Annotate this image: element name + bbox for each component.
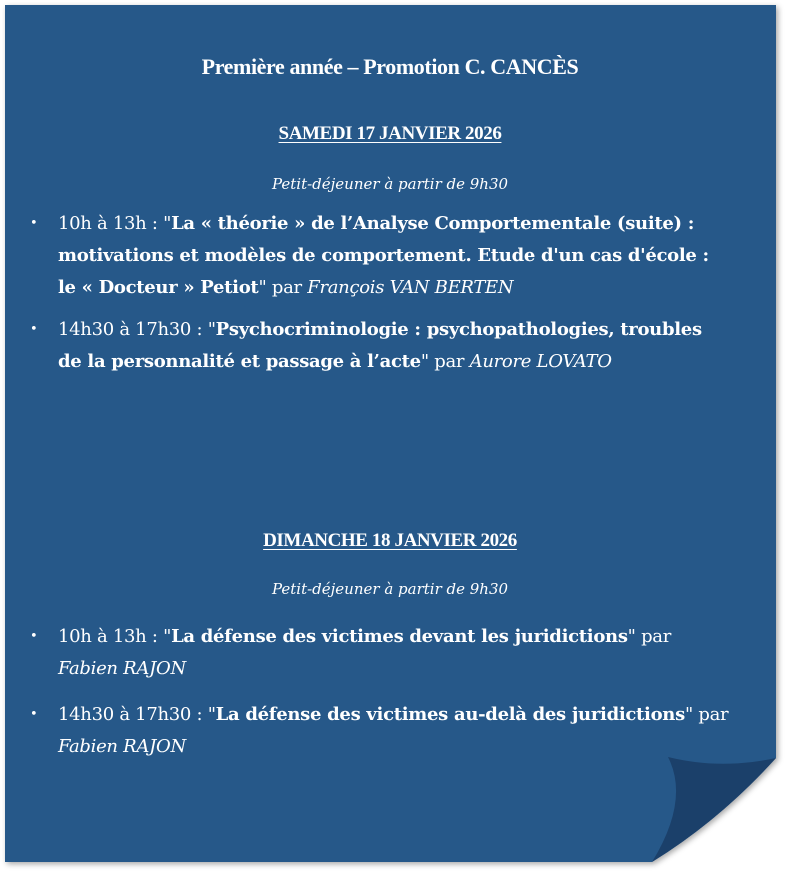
session-speaker: Aurore LOVATO bbox=[469, 351, 612, 372]
session-by: par bbox=[692, 704, 729, 725]
session-title: La « théorie » de l’Analyse Comportementale (suite) : motivations et modèles de comportement. Etude d'un cas d'école : le « Docteur » Petiot bbox=[58, 213, 709, 298]
session-title: Psychocriminologie : psychopathologies, troubles de la personnalité et passage à l’acte bbox=[58, 319, 702, 372]
session-time: 14h30 à 17h30 : bbox=[58, 704, 208, 725]
bullet-icon: • bbox=[30, 707, 38, 722]
program-title: Première année – Promotion C. CANCÈS bbox=[201, 54, 579, 79]
session-by: par bbox=[635, 626, 672, 647]
day-heading-sunday: DIMANCHE 18 JANVIER 2026 bbox=[263, 530, 517, 551]
session-title: La défense des victimes devant les juridictions bbox=[171, 626, 628, 647]
bullet-icon: • bbox=[30, 629, 38, 644]
breakfast-note-saturday: Petit-déjeuner à partir de 9h30 bbox=[271, 175, 509, 193]
session-item: • 10h à 13h : "La « théorie » de l’Analyse Comportementale (suite) : motivations et modèles de comportement. Etude d'un cas d'école : le « Docteur » Petiot" par François VAN BERTEN bbox=[30, 208, 730, 304]
session-item: • 14h30 à 17h30 : "Psychocriminologie : psychopathologies, troubles de la personnalité et passage à l’acte" par Aurore LOVATO bbox=[30, 314, 730, 378]
breakfast-note-sunday: Petit-déjeuner à partir de 9h30 bbox=[271, 580, 509, 598]
session-time: 10h à 13h : bbox=[58, 626, 164, 647]
session-item: • 10h à 13h : "La défense des victimes devant les juridictions" par Fabien RAJON bbox=[30, 621, 730, 685]
session-list-saturday bbox=[30, 208, 730, 378]
session-list-sunday bbox=[30, 621, 730, 763]
session-speaker: François VAN BERTEN bbox=[307, 277, 514, 298]
session-by: par bbox=[266, 277, 308, 298]
bullet-icon: • bbox=[30, 322, 38, 337]
session-time: 10h à 13h : bbox=[58, 213, 164, 234]
session-speaker: Fabien RAJON bbox=[58, 736, 186, 757]
session-speaker: Fabien RAJON bbox=[58, 658, 186, 679]
day-heading-saturday: SAMEDI 17 JANVIER 2026 bbox=[278, 123, 502, 144]
session-title: La défense des victimes au-delà des juridictions bbox=[215, 704, 685, 725]
session-time: 14h30 à 17h30 : bbox=[58, 319, 208, 340]
bullet-icon: • bbox=[30, 216, 38, 231]
session-by: par bbox=[428, 351, 470, 372]
session-item: • 14h30 à 17h30 : "La défense des victimes au-delà des juridictions" par Fabien RAJON bbox=[30, 699, 730, 763]
